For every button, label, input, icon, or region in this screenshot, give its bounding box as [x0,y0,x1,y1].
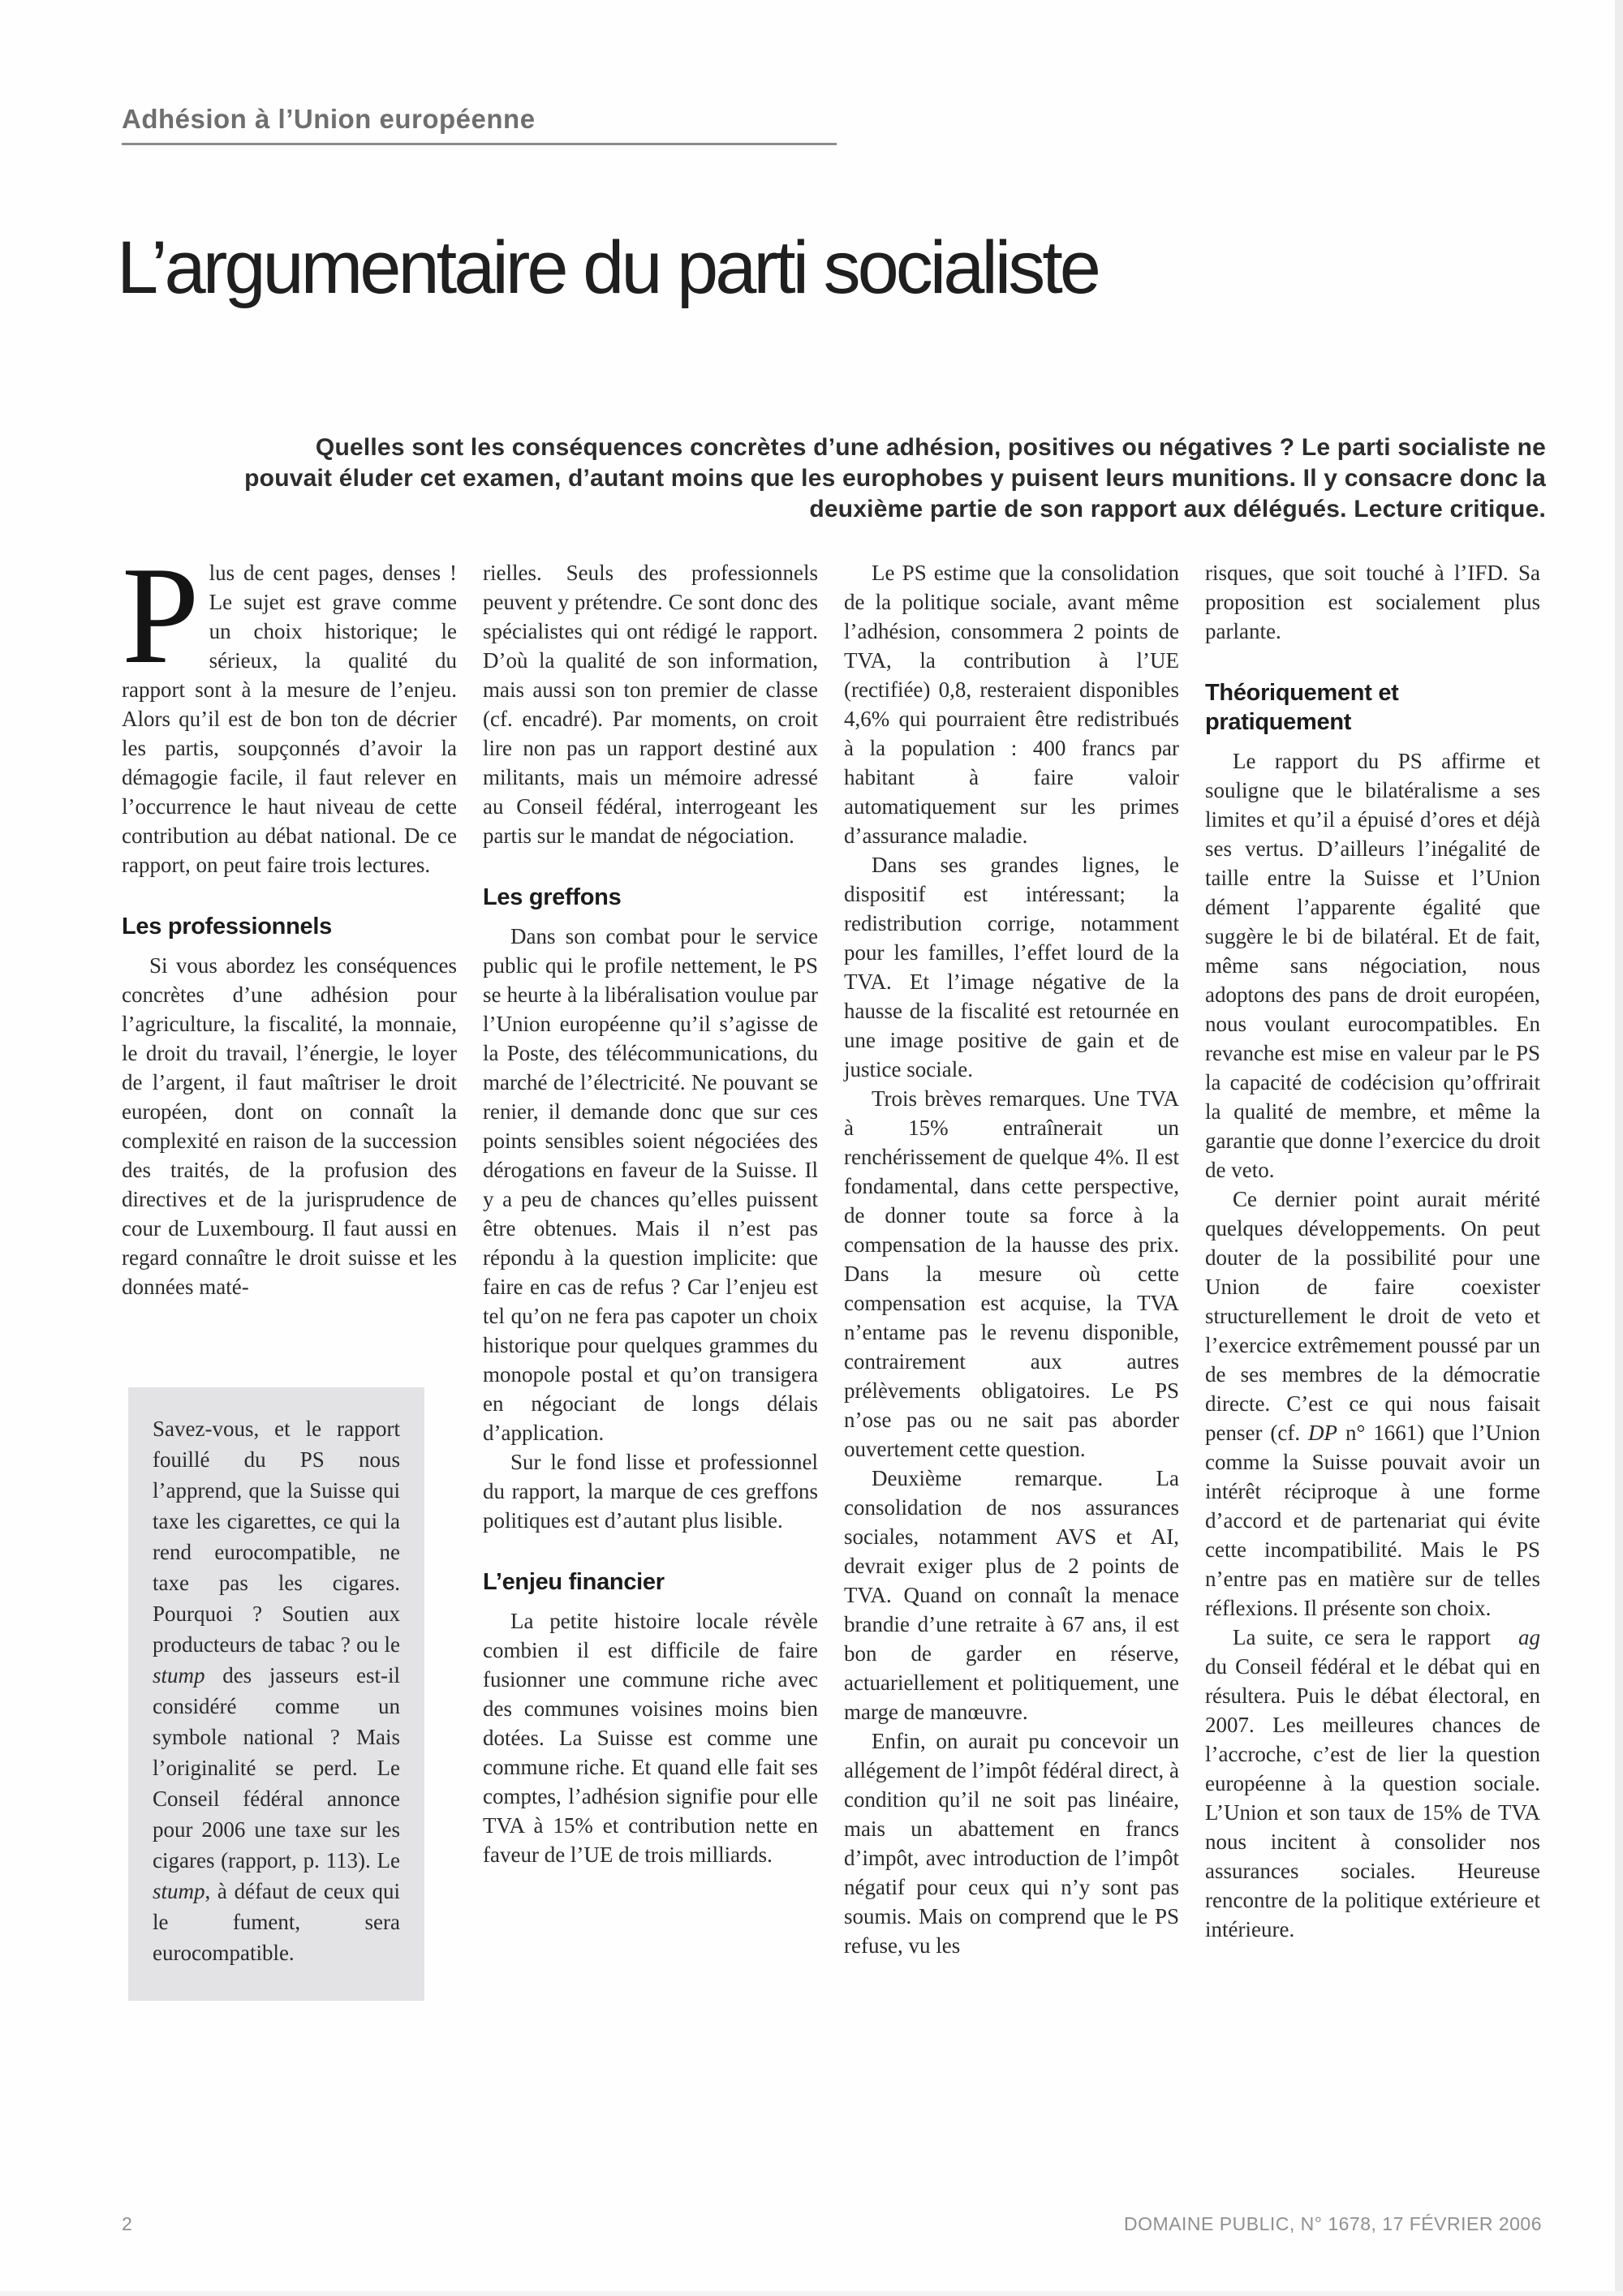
subhead-theoriquement: Théoriquement et pratiquement [1205,680,1399,735]
subhead-les-greffons: Les greffons [483,884,622,910]
subhead-enjeu-financier: L’enjeu financier [483,1569,665,1595]
paragraph-continuation: risques, que soit touché à l’IFD. Sa proposition est socialement plus parlante. [1205,561,1540,643]
paragraph: Trois brèves remarques. Une TVA à 15% entraînerait un renchérissement de quelque 4%. Il est fondamental, dans cette perspective, de donner toute sa force à la compensation de la hausse des prix. Dans la mesure où cette compensation est acquise, la TVA n’entame pas le revenu disponible, contrairement aux autres prélèvements obligatoires. Le PS n’ose pas ou ne sait pas aborder ouvertement cette question. [844,1086,1179,1461]
article-body [122,539,1542,2001]
journal-abbrev-italic: DP [1308,1421,1338,1445]
paragraph-part: La suite, ce sera le rapport du Conseil fédéral et le débat qui en résultera. Puis le débat électoral, en 2007. Les meilleures chances de l’accroche, c’est de lier la question européenne à la question sociale. L’Union et son taux de 15% de TVA nous incitent à consolider nos assurances sociales. Heureuse rencontre de la politique extérieure et intérieure. [1205,1625,1540,1941]
author-signature: ag [1518,1625,1540,1649]
article-standfirst: Quelles sont les conséquences concrètes d’une adhésion, positives ou négatives ? Le parti socialiste ne pouvait éluder cet examen, d’autant moins que les europhobes y puisent leurs munitions. Il y consacre donc la deuxième partie de son rapport aux délégués. Lecture critique. [244,434,1546,522]
scan-edge-bottom [0,2291,1623,2296]
article-title: L’argumentaire du parti socialiste [117,226,1098,309]
column-2 [483,558,818,2001]
section-kicker: Adhésion à l’Union européenne [122,104,837,145]
paragraph: Enfin, on aurait pu concevoir un allégement de l’impôt fédéral direct, à condition qu’il ne soit pas linéaire, mais un abattement en francs d’impôt, avec introduction de l’impôt négatif pour ceux qui n’y sont pas soumis. Mais on comprend que le PS refuse, vu les [844,1729,1179,1958]
paragraph: Le rapport du PS affirme et souligne que le bilatéralisme a ses limites et qu’il a épuisé d’ores et déjà ses vertus. D’ailleurs l’inégalité de taille entre la Suisse et l’Union dément l’apparente égalité que suggère le bi de bilatéral. Et de fait, même sans négociation, nous adoptons des pans de droit européen, nous voulant eurocompatibles. En revanche est mise en valeur par le PS la capacité de codécision qu’offrirait la qualité de membre, et même la garantie que donne l’exercice du droit de veto. [1205,749,1540,1182]
sidebar-box-text [153,1413,400,1968]
page-number: 2 [122,2213,133,2234]
paragraph-lead-text: lus de cent pages, denses ! Le sujet est grave comme un choix historique; le sérieux, la qualité du rapport sont à la mesure de l’enjeu. Alors qu’il est de bon ton de décrier les partis, soupçonnés d’avoir la démagogie facile, il faut relever en l’occurrence le haut niveau de cette contribution au débat national. De ce rapport, on peut faire trois lectures. [122,561,457,877]
sidebar-box-part3: , à défaut de ceux qui le fument, sera eurocompatible. [153,1879,400,1965]
paragraph: Dans ses grandes lignes, le dispositif est intéressant; la redistribution corrige, notamment pour les familles, l’effet lourd de la TVA. Et l’image négative de la hausse de la fiscalité est retournée en une image positive de gain et de justice sociale. [844,853,1179,1081]
sidebar-box-italic2: stump [153,1879,205,1903]
paragraph-part: Ce dernier point aurait mérité quelques développements. On peut douter de la possibilité pour une Union de faire coexister structurellement le droit de veto et l’exercice extrêmement poussé par un de ses membres de la démocratie directe. C’est ce qui nous faisait penser (cf. [1205,1187,1540,1445]
sidebar-box [128,1387,424,2001]
sidebar-box-part2: des jasseurs est-il considéré comme un symbole national ? Mais l’originalité se perd. Le Conseil fédéral annonce pour 2006 une taxe sur les cigares (rapport, p. 113). Le [153,1663,400,1872]
paragraph: Deuxième remarque. La consolidation de nos assurances sociales, notamment AVS et AI, devrait exiger plus de 2 points de TVA. Quand on connaît la menace brandie d’une retraite à 67 ans, il est bon de garder en réserve, actuariellement et politiquement, une marge de manœuvre. [844,1466,1179,1724]
scan-edge-right [1615,0,1623,2296]
column-4 [1205,558,1540,2001]
paragraph-continuation: rielles. Seuls des professionnels peuvent y prétendre. Ce sont donc des spécialistes qui ont rédigé le rapport. D’où la qualité de son information, mais aussi son ton premier de classe (cf. encadré). Par moments, on croit lire non pas un rapport destiné aux militants, mais un mémoire adressé au Conseil fédéral, interrogeant les partis sur le mandat de négociation. [483,561,818,848]
paragraph: Le PS estime que la consolidation de la politique sociale, avant même l’adhésion, consommera 2 points de TVA, la contribution à l’UE (rectifiée) 0,8, resteraient disponibles 4,6% qui pourraient être redistribués à la population : 400 francs par habitant à faire valoir automatiquement sur les primes d’assurance maladie. [844,561,1179,848]
paragraph-part: n° 1661) que l’Union comme la Suisse pouvait avoir un intérêt réciproque à une forme d’accord et de partenariat qui évite cette incompatibilité. Mais le PS n’entre pas en matière sur de telles réflexions. Il présente son choix. [1205,1421,1541,1620]
paragraph: Si vous abordez les conséquences concrètes d’une adhésion pour l’agriculture, la fiscalité, la monnaie, le droit du travail, l’énergie, le loyer de l’argent, il faut maîtriser le droit européen, dont on connaît la complexité en raison de la succession des traités, de la profusion des directives et de la jurisprudence de cour de Luxembourg. Il faut aussi en regard connaître le droit suisse et les données maté- [122,953,457,1299]
column-3 [844,558,1179,2001]
paragraph-last [1205,1623,1540,1944]
page-footer [122,2213,1542,2235]
column-1 [122,539,457,2001]
subhead-les-professionnels: Les professionnels [122,914,332,939]
paragraph: La petite histoire locale révèle combien il est difficile de faire fusionner une commune riche avec des communes voisines moins bien dotées. La Suisse est comme une commune riche. Et quand elle fait ses comptes, l’adhésion signifie pour elle TVA à 15% et contribution nette en faveur de l’UE de trois milliards. [483,1609,818,1867]
paragraph: Sur le fond lisse et professionnel du rapport, la marque de ces greffons politiques est d’autant plus lisible. [483,1450,818,1533]
sidebar-box-italic1: stump [153,1663,205,1688]
drop-cap: P [122,539,200,693]
sidebar-box-part1: Savez-vous, et le rapport fouillé du PS nous l’apprend, que la Suisse qui taxe les cigarettes, ce qui la rend eurocompatible, ne taxe pas les cigares. Pourquoi ? Soutien aux producteurs de tabac ? ou le [153,1417,400,1657]
paragraph [1205,1185,1540,1623]
paragraph-lead [122,539,457,879]
paragraph: Dans son combat pour le service public qui le profile nettement, le PS se heurte à la libéralisation voulue par l’Union européenne qu’il s’agisse de la Poste, des télécommunications, du marché de l’électricité. Ne pouvant se renier, il demande donc que sur ces points sensibles soient négociées des dérogations en faveur de la Suisse. Il y a peu de chances qu’elles puissent être obtenues. Mais il n’est pas répondu à la question implicite: que faire en cas de refus ? Car l’enjeu est tel qu’on ne fera pas capoter un choix historique pour quelques grammes du monopole postal et qu’on transigera en négociant de longs délais d’application. [483,924,818,1445]
journal-imprint: DOMAINE PUBLIC, N° 1678, 17 FÉVRIER 2006 [1124,2213,1542,2234]
